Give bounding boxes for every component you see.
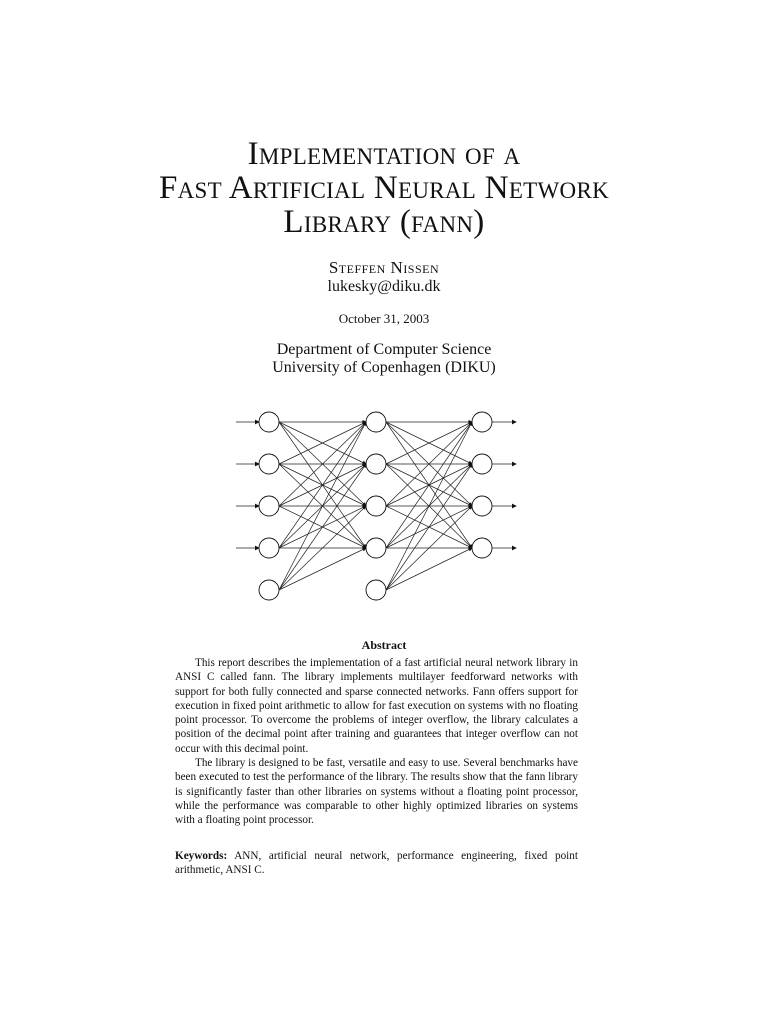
abstract-paragraph-1: This report describes the implementation of a fast artificial neural network library in ANSI C called fann. The library implements multilayer feedforward networks with support for both fully connected and sparse connected networks. Fann offers support for execution in fixed point arithmetic to allow for fast execution on systems with no floating point processor. To overcome the problems of integer overflow, the library calculates a position of the decimal point after training and guarantees that integer overflow can not occur with this decimal point. — [175, 657, 578, 755]
neuron-l1-n3 — [366, 538, 386, 558]
neuron-l1-n0 — [366, 412, 386, 432]
paper-title — [0, 137, 768, 239]
neuron-l2-n2 — [472, 496, 492, 516]
connection-l1-n4-to-n3 — [386, 548, 472, 590]
neural-network-diagram — [230, 405, 530, 610]
neuron-l0-n1 — [259, 454, 279, 474]
paper-date: October 31, 2003 — [338, 311, 430, 326]
neuron-l2-n3 — [472, 538, 492, 558]
abstract-paragraph-2: The library is designed to be fast, versatile and easy to use. Several benchmarks have been executed to test the performance of the library. The results show that the fann library is significantly faster than other libraries on systems without a floating point processor, while the performance was comparable to other highly optimized libraries on systems with a floating point processor. — [175, 757, 578, 827]
bias-neuron-l1-n4 — [366, 580, 386, 600]
abstract-heading: Abstract — [361, 638, 407, 652]
neuron-l1-n2 — [366, 496, 386, 516]
title-line-2: Fast Artificial Neural Network — [158, 170, 610, 206]
keywords-text: ANN, artificial neural network, performance engineering, fixed point arithmetic, ANSI C. — [175, 850, 578, 877]
abstract-body — [175, 656, 578, 828]
title-line-1: Implementation of a — [247, 136, 521, 172]
author-email: lukesky@diku.dk — [327, 278, 441, 295]
title-line-3: Library (fann) — [283, 204, 485, 240]
keywords — [175, 849, 578, 878]
affiliation — [0, 341, 768, 377]
neuron-l0-n3 — [259, 538, 279, 558]
neuron-l0-n2 — [259, 496, 279, 516]
affiliation-department: Department of Computer Science — [276, 341, 492, 358]
connection-l1-n4-to-n1 — [386, 464, 472, 590]
author-name: Steffen Nissen — [328, 258, 440, 277]
neuron-l2-n1 — [472, 454, 492, 474]
neuron-l1-n1 — [366, 454, 386, 474]
bias-neuron-l0-n4 — [259, 580, 279, 600]
neuron-l2-n0 — [472, 412, 492, 432]
connection-l0-n4-to-n1 — [279, 464, 366, 590]
connection-l0-n4-to-n3 — [279, 548, 366, 590]
keywords-label: Keywords: — [175, 850, 228, 862]
affiliation-university: University of Copenhagen (DIKU) — [272, 359, 496, 376]
neuron-l0-n0 — [259, 412, 279, 432]
